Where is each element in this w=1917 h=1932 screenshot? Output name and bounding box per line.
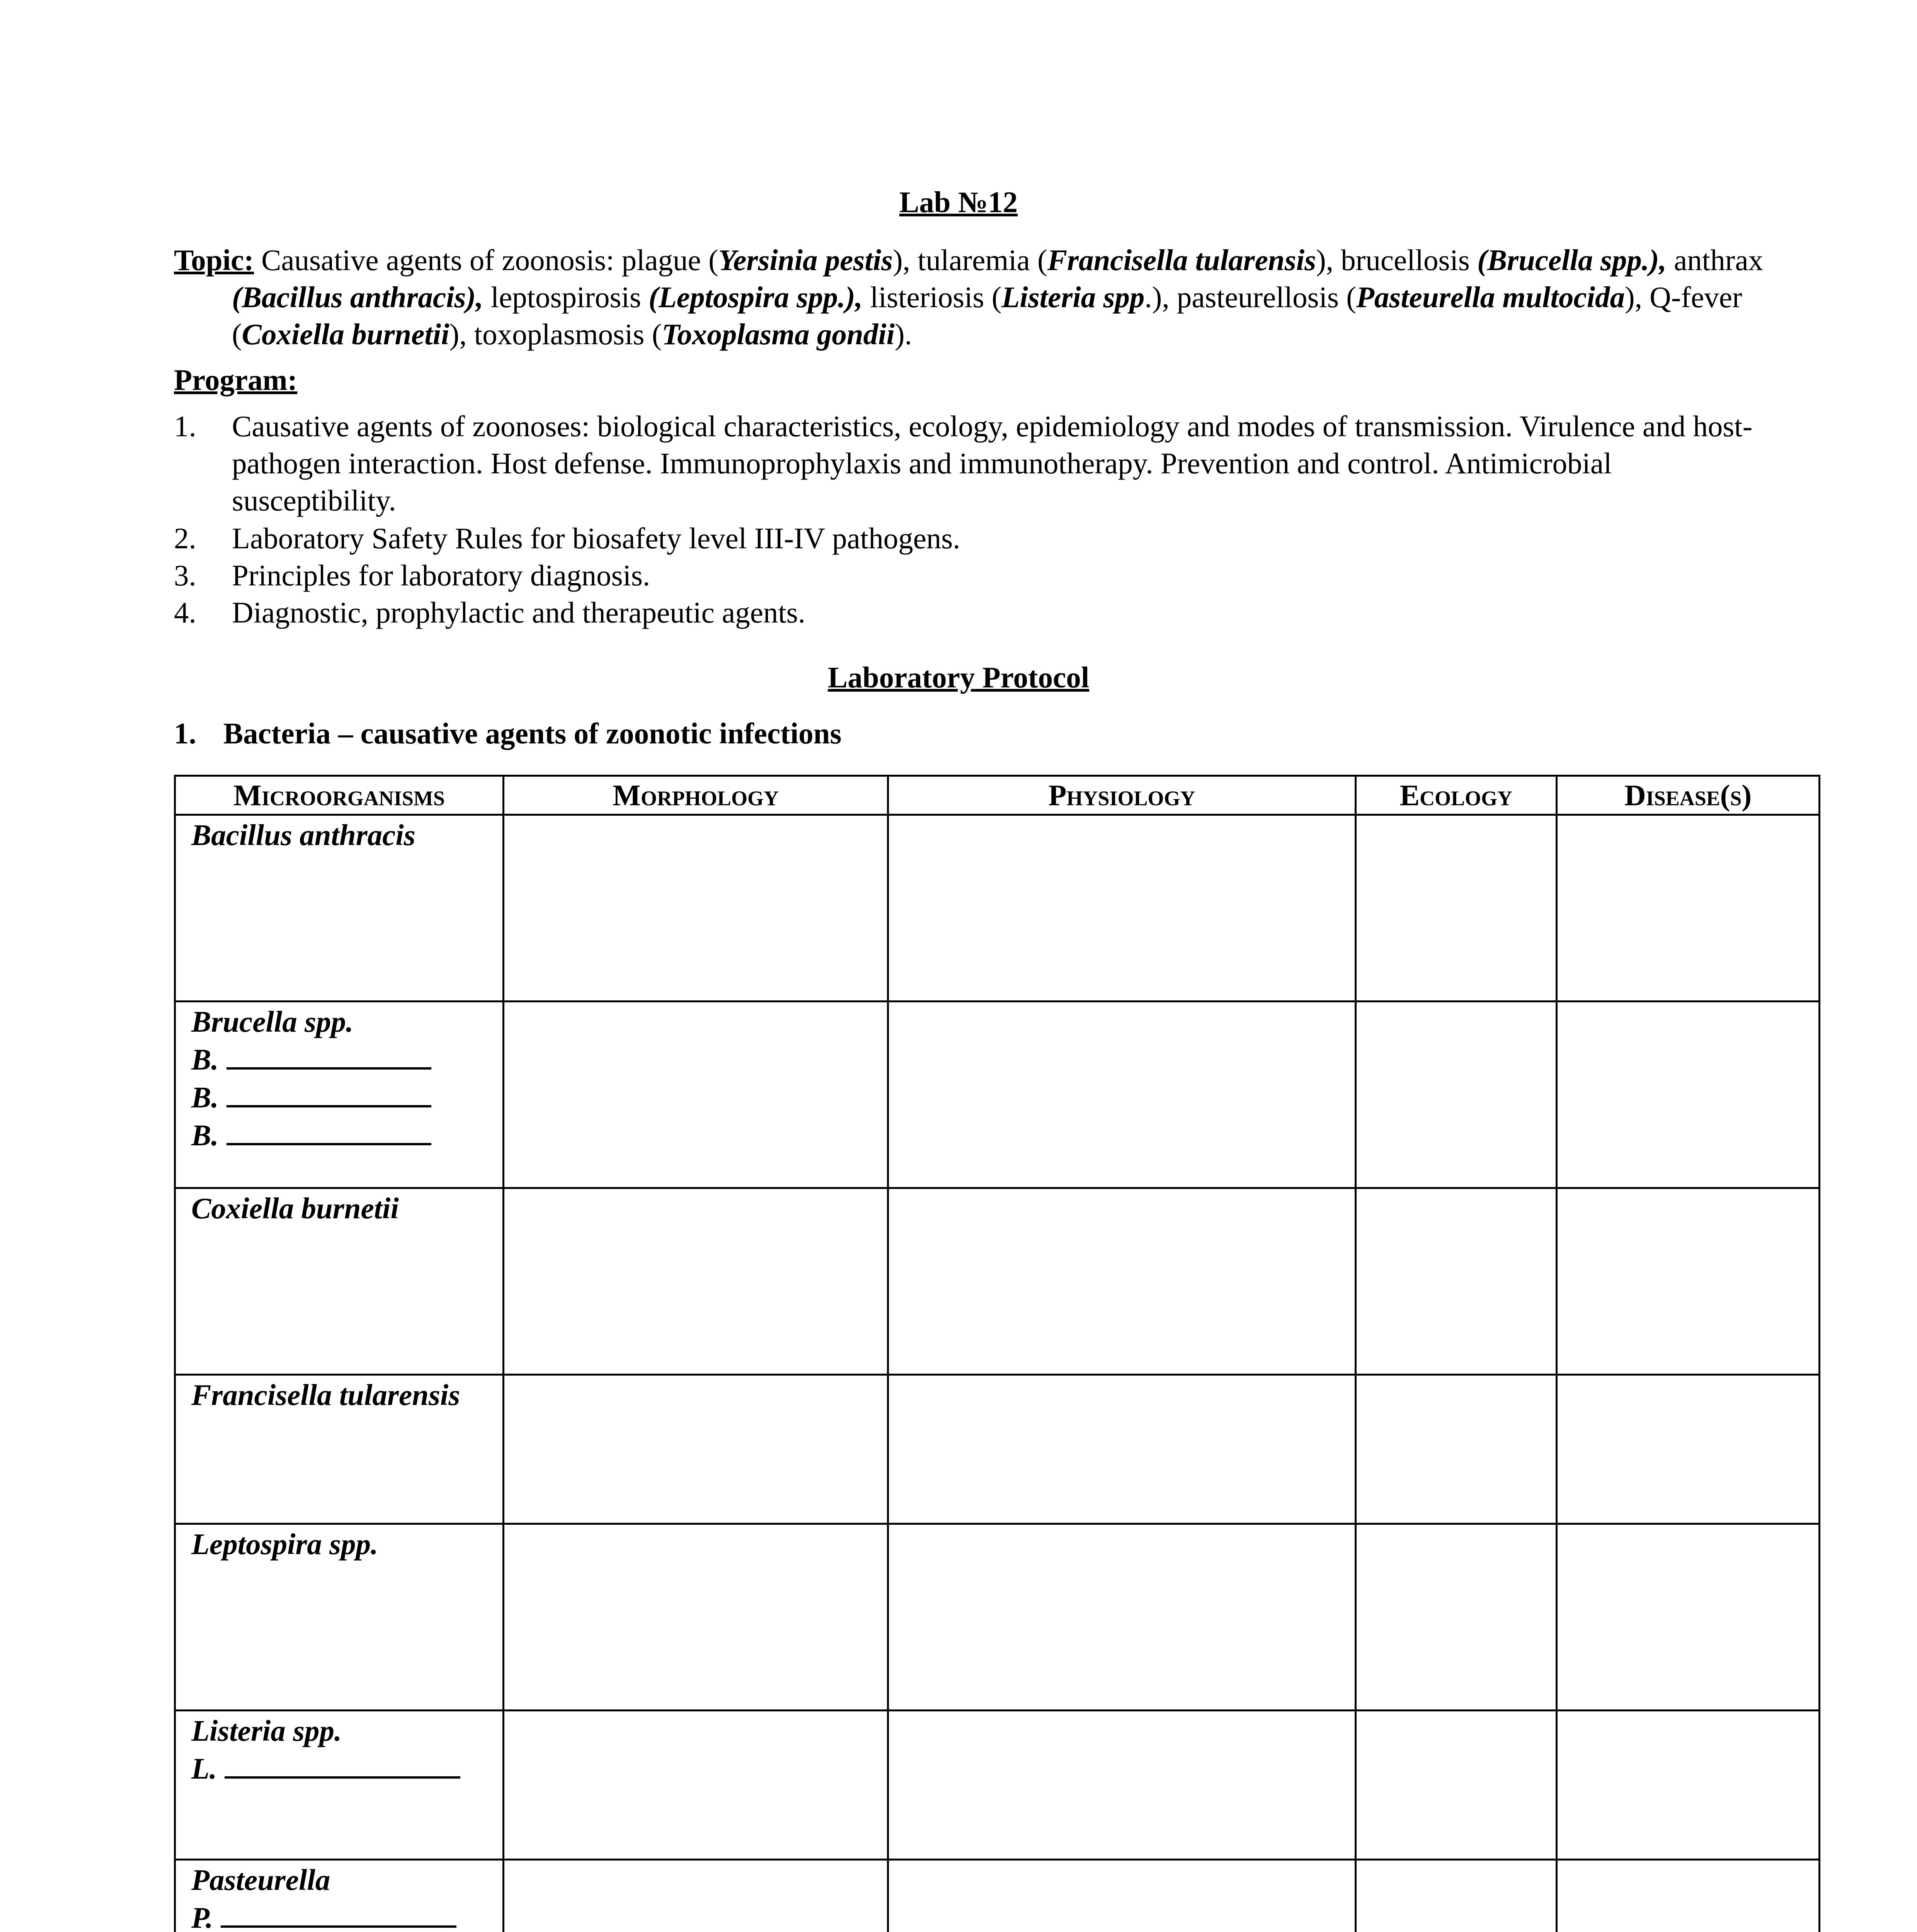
topic-paragraph [174,242,1817,353]
topic-text: ), toxoplasmosis ( [449,318,662,351]
disease-cell[interactable] [1557,1860,1820,1932]
morphology-cell[interactable] [504,1375,888,1524]
species-prefix: B. [191,1119,219,1152]
topic-text: ), Q-fever ( [232,281,1742,351]
topic-text: ). [894,318,912,351]
program-item-text: Principles for laboratory diagnosis. [232,559,650,592]
physiology-cell[interactable] [888,815,1356,1002]
fill-in-blank[interactable] [225,1749,460,1779]
organism-name: Listeria spp. [191,1714,342,1747]
table-row [175,1375,1820,1524]
topic-text: ), brucellosis [1316,243,1478,277]
column-header-microorganisms: Microorganisms [175,776,504,815]
ecology-cell[interactable] [1356,1860,1557,1932]
program-item [174,408,1774,519]
program-item [174,520,1774,557]
species-prefix: B. [191,1043,219,1076]
species-prefix: P. [191,1901,213,1932]
organism-name: Francisella tularensis [191,1378,460,1412]
species-blank-line [191,1116,502,1154]
table-header-row [175,776,1820,815]
morphology-cell[interactable] [504,1524,888,1711]
table-row [175,1524,1820,1711]
species-prefix: L. [191,1752,217,1785]
protocol-heading: Laboratory Protocol [827,661,1090,694]
organism-name: Bacillus anthracis [191,818,415,852]
fill-in-blank[interactable] [226,1040,431,1070]
topic-agent: (Leptospira spp.), [649,281,863,314]
morphology-cell[interactable] [504,1002,888,1188]
topic-text: anthrax [1666,243,1763,277]
ecology-cell[interactable] [1356,1375,1557,1524]
program-item-text: Diagnostic, prophylactic and therapeutic agents. [232,596,805,629]
organism-name: Brucella spp. [191,1005,354,1038]
species-blank-line [191,1040,502,1078]
physiology-cell[interactable] [888,1524,1356,1711]
physiology-cell[interactable] [888,1711,1356,1860]
physiology-cell[interactable] [888,1375,1356,1524]
topic-agent: Yersinia pestis [718,243,893,277]
disease-cell[interactable] [1557,1524,1820,1711]
program-heading: Program: [174,363,298,396]
column-header-ecology: Ecology [1356,776,1557,815]
microorganism-cell [175,1524,504,1711]
organism-name: Pasteurella [191,1863,330,1896]
morphology-cell[interactable] [504,1188,888,1375]
program-item-text: Laboratory Safety Rules for biosafety level III-IV pathogens. [232,522,960,555]
fill-in-blank[interactable] [226,1116,431,1145]
topic-text: listeriosis ( [863,281,1002,314]
ecology-cell[interactable] [1356,1711,1557,1860]
physiology-cell[interactable] [888,1860,1356,1932]
microorganism-cell [175,1860,504,1932]
microorganism-cell [175,1188,504,1375]
program-item [174,594,1774,631]
column-header-diseases: Disease(s) [1557,776,1820,815]
species-prefix: B. [191,1081,219,1114]
disease-cell[interactable] [1557,1188,1820,1375]
section-1-number: 1. [174,717,196,750]
ecology-cell[interactable] [1356,1524,1557,1711]
topic-text: leptospirosis [483,281,649,314]
morphology-cell[interactable] [504,1711,888,1860]
species-blank-line [191,1898,502,1932]
topic-agent: (Brucella spp.), [1477,243,1667,277]
microorganism-cell [175,1711,504,1860]
disease-cell[interactable] [1557,1711,1820,1860]
table-row [175,815,1820,1002]
disease-cell[interactable] [1557,1375,1820,1524]
section-1-title: Bacteria – causative agents of zoonotic infections [223,717,842,750]
topic-agent: Toxoplasma gondii [662,318,895,351]
microorganism-cell [175,1375,504,1524]
page-title: Lab №12 [899,185,1018,219]
disease-cell[interactable] [1557,1002,1820,1188]
fill-in-blank[interactable] [221,1898,456,1928]
organism-name: Coxiella burnetii [191,1192,399,1225]
ecology-cell[interactable] [1356,815,1557,1002]
zoonotic-agents-table [174,775,1820,1932]
ecology-cell[interactable] [1356,1188,1557,1375]
species-blank-line [191,1749,502,1787]
topic-agent: Pasteurella multocida [1356,281,1625,314]
physiology-cell[interactable] [888,1188,1356,1375]
fill-in-blank[interactable] [226,1078,431,1107]
program-item-number: 2. [174,522,196,555]
column-header-morphology: Morphology [504,776,888,815]
program-item-text: Causative agents of zoonoses: biological characteristics, ecology, epidemiology and modes of transmission. Virulence and host-pathogen interaction. Host defense. Immunoprophylaxis and immunotherapy. Prevention and control. Antimicrobial susceptibility. [232,410,1753,517]
table-row [175,1711,1820,1860]
topic-text: Causative agents of zoonosis: plague ( [254,243,718,277]
section-1-heading [174,715,841,752]
table-row [175,1002,1820,1188]
organism-name: Leptospira spp. [191,1527,378,1561]
topic-agent: Listeria spp [1001,281,1145,314]
disease-cell[interactable] [1557,815,1820,1002]
topic-agent: (Bacillus anthracis), [232,281,484,314]
topic-agent: Francisella tularensis [1047,243,1316,277]
topic-text: ), tularemia ( [892,243,1047,277]
table-row [175,1188,1820,1375]
topic-agent: Coxiella burnetii [242,318,449,351]
table-row [175,1860,1820,1932]
topic-text: .), pasteurellosis ( [1144,281,1356,314]
species-blank-line [191,1078,502,1116]
microorganism-cell [175,815,504,1002]
program-item-number: 1. [174,410,196,443]
morphology-cell[interactable] [504,815,888,1002]
program-item [174,557,1774,594]
program-item-number: 3. [174,559,196,592]
topic-label: Topic: [174,243,254,277]
column-header-physiology: Physiology [888,776,1356,815]
microorganism-cell [175,1002,504,1188]
ecology-cell[interactable] [1356,1002,1557,1188]
physiology-cell[interactable] [888,1002,1356,1188]
morphology-cell[interactable] [504,1860,888,1932]
program-item-number: 4. [174,596,196,629]
